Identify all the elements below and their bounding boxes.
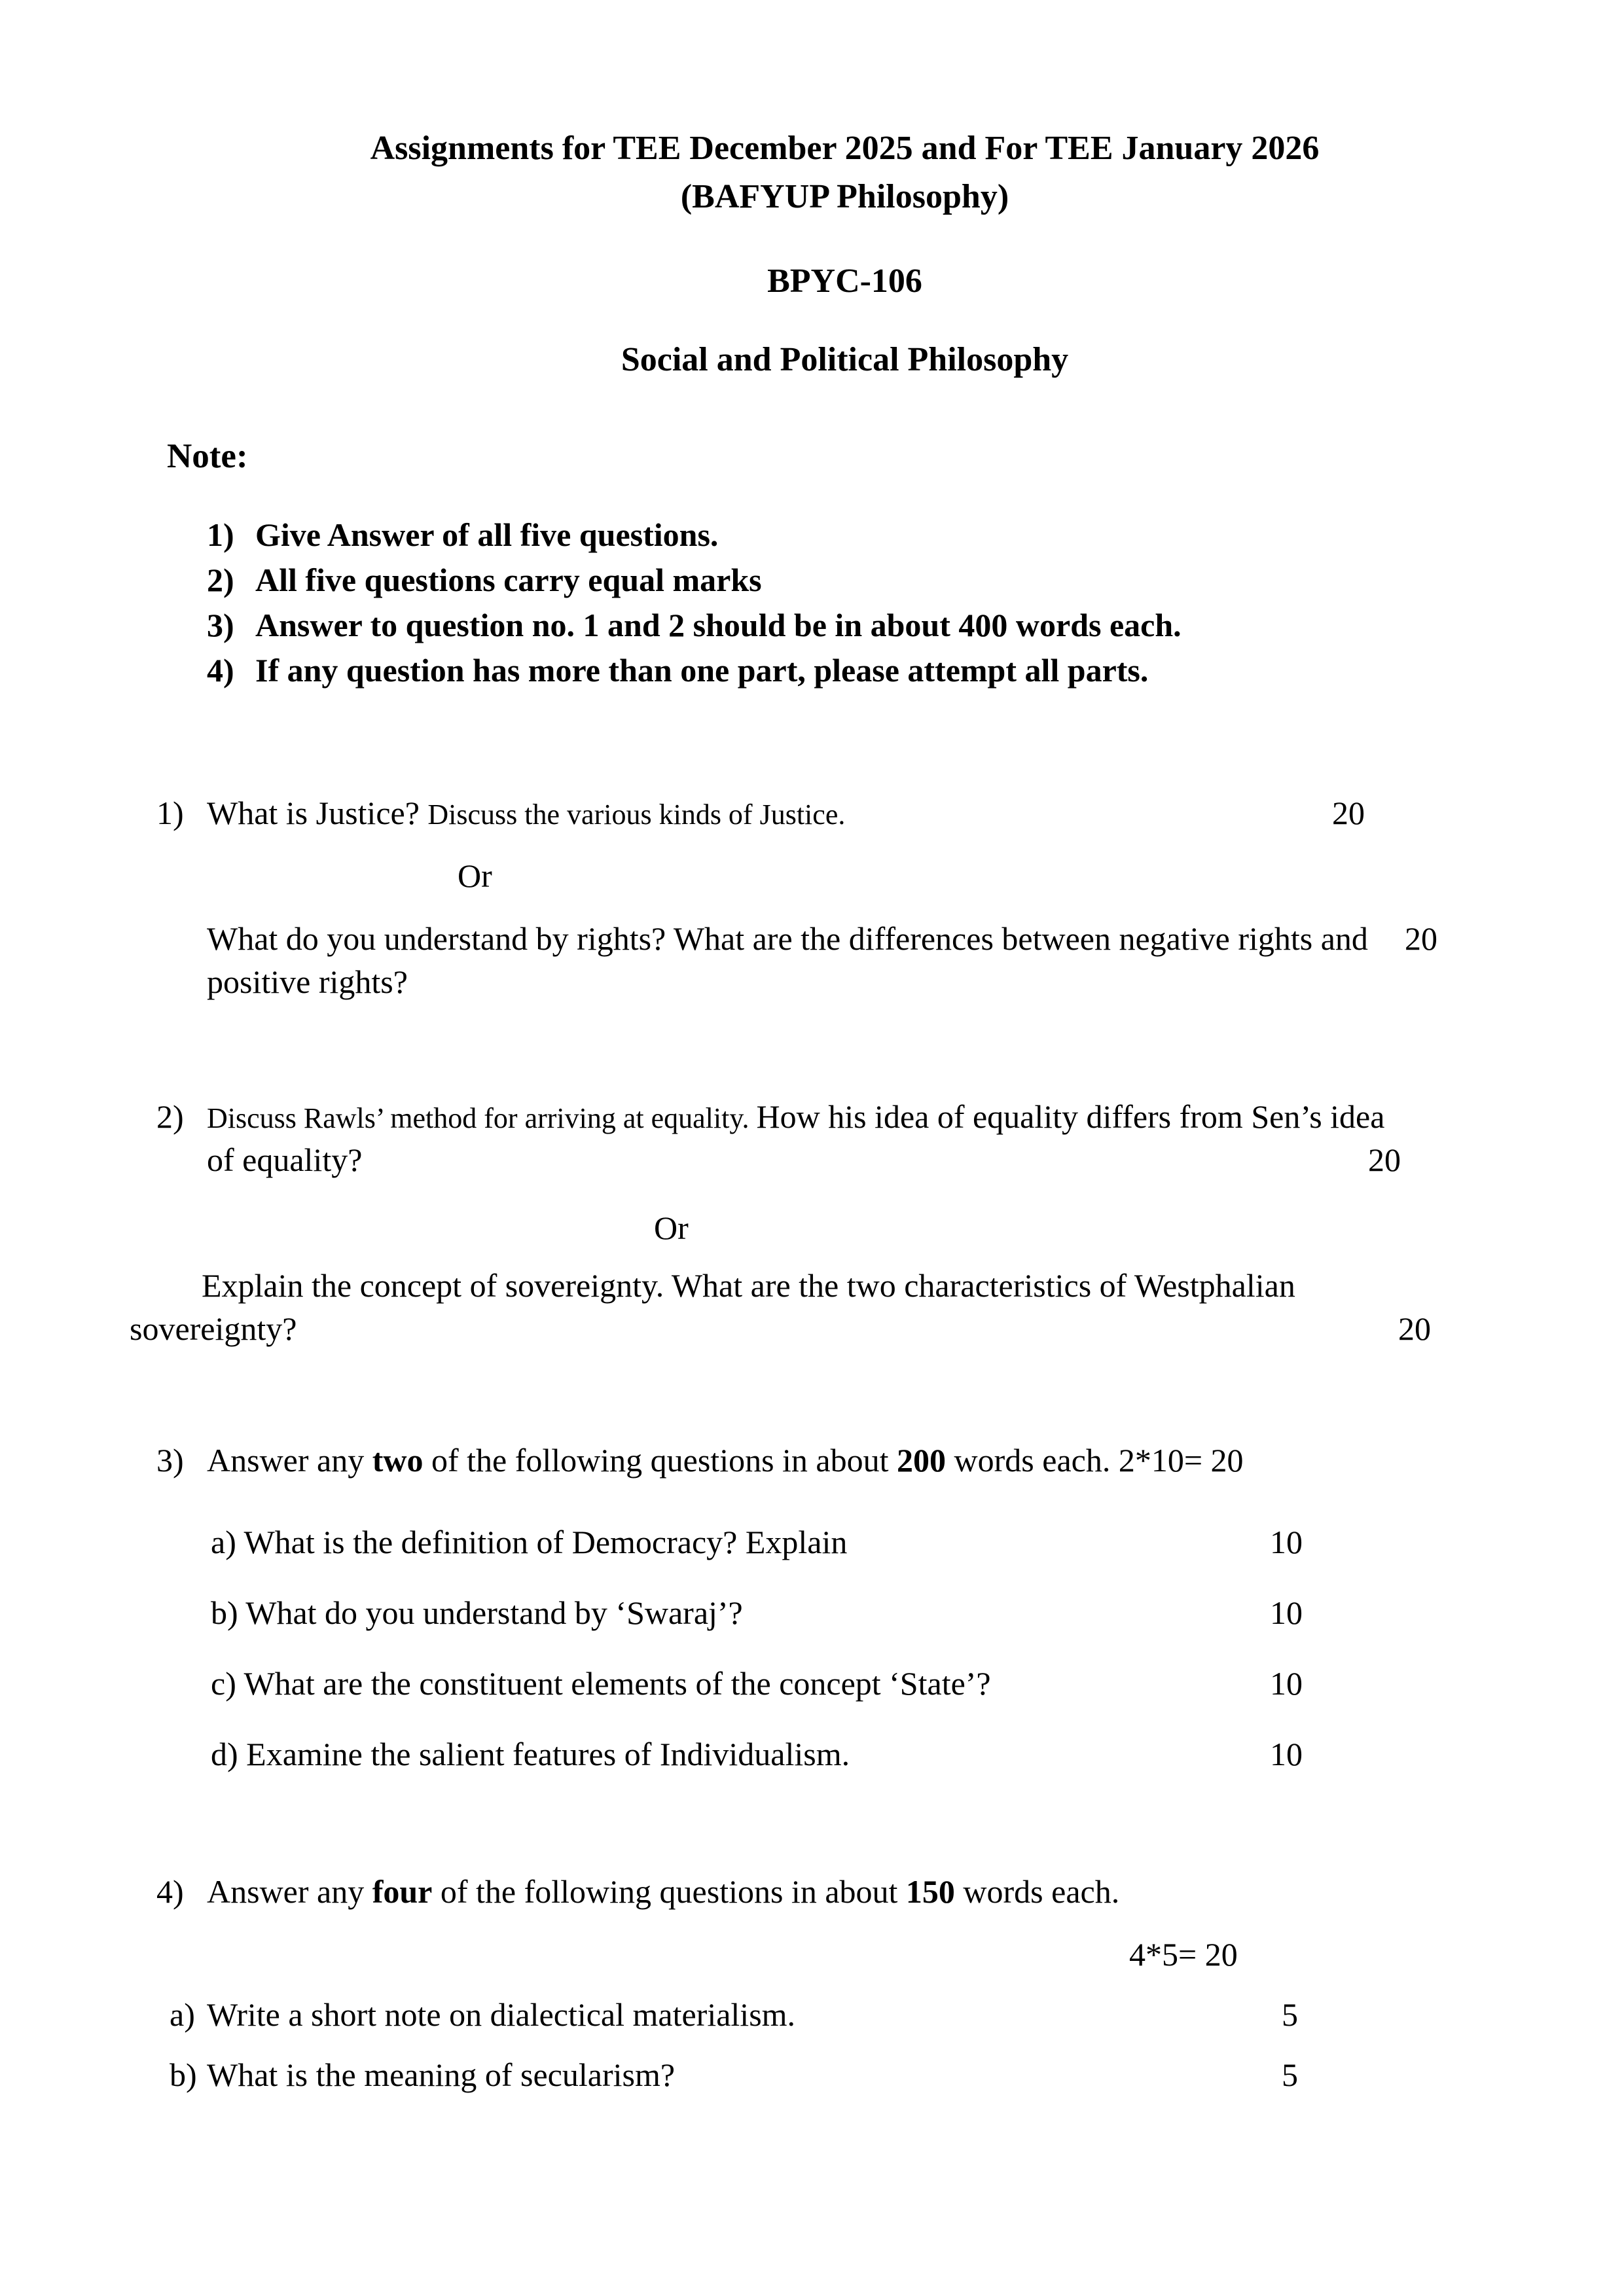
text-segment: of the following questions in about: [432, 1873, 906, 1910]
text-segment: Answer any: [207, 1873, 372, 1910]
sub-question-label: c): [211, 1664, 236, 1702]
question-1-main: [0, 791, 1624, 834]
text-segment: two: [372, 1441, 424, 1479]
sub-question-text: Write a short note on dialectical materialism.: [207, 1996, 796, 2033]
marks-value: 20: [1368, 1141, 1401, 1178]
marks-value: 10: [1270, 1664, 1303, 1702]
sub-question-text: What is the definition of Democracy? Explain: [236, 1523, 848, 1560]
text-segment: What is Justice?: [207, 794, 428, 831]
sub-question-text: Examine the salient features of Individualism.: [238, 1735, 850, 1772]
marks-value: 10: [1270, 1735, 1303, 1772]
sub-question-text: What do you understand by ‘Swaraj’?: [238, 1594, 743, 1631]
text-segment: words each.: [954, 1873, 1120, 1910]
course-code: BPYC-106: [767, 262, 922, 300]
text-segment: of the following questions in about: [423, 1441, 897, 1479]
text-segment: four: [372, 1873, 433, 1910]
sub-question-label: d): [211, 1735, 238, 1772]
sub-question-label: b): [211, 1594, 238, 1631]
sub-question-label: b): [170, 2056, 197, 2093]
marks-value: 5: [1282, 1996, 1298, 2033]
marks-value: 20: [1405, 920, 1437, 957]
document-header: [65, 0, 1624, 221]
or-separator: Or: [654, 1209, 689, 1246]
question-2-main: [0, 1095, 1624, 1181]
question-4: [0, 1870, 1624, 2096]
sub-question-label: a): [170, 1996, 195, 2033]
text-segment: 150: [905, 1873, 955, 1910]
question-4-item-b: [0, 2053, 1624, 2096]
question-3: [0, 1439, 1624, 1775]
question-number: 4): [156, 1873, 184, 1910]
marks-value: 10: [1270, 1523, 1303, 1560]
sub-question-text: What is the meaning of secularism?: [207, 2056, 676, 2093]
note-item: [0, 603, 1624, 648]
text-segment: Discuss Rawls’ method for arriving at equality.: [207, 1102, 757, 1134]
marks-value: 20: [1398, 1310, 1431, 1347]
question-text: Explain the concept of sovereignty. What are the two characteristics of Westphalian sovereignty?: [130, 1266, 1295, 1347]
question-text: [207, 1442, 1244, 1479]
note-item-text: Answer to question no. 1 and 2 should be in about 400 words each.: [255, 606, 1182, 643]
question-1-alternative: [207, 917, 1437, 1003]
question-1: [0, 791, 1624, 1003]
note-item: [0, 512, 1624, 558]
text-segment: 200: [897, 1441, 947, 1479]
question-3-intro: [0, 1439, 1624, 1482]
question-number: 1): [156, 794, 184, 831]
question-3-item-a: [0, 1521, 1624, 1563]
question-2: [0, 1095, 1624, 1350]
question-number: 2): [156, 1098, 184, 1135]
question-3-item-d: [0, 1733, 1624, 1775]
question-4-intro: [0, 1870, 1624, 1913]
or-separator: Or: [458, 857, 492, 894]
question-number: 3): [156, 1441, 184, 1479]
note-item-text: All five questions carry equal marks: [255, 561, 762, 598]
question-text: [207, 795, 845, 831]
note-label: Note:: [167, 437, 248, 475]
question-text: [207, 1098, 1384, 1178]
sub-question-label: a): [211, 1523, 236, 1560]
note-item-number: 1): [207, 516, 234, 553]
text-segment: Answer any: [207, 1441, 372, 1479]
note-list: [0, 512, 1624, 693]
text-segment: How his idea of equality differs from Sen’s idea of equality?: [207, 1098, 1385, 1178]
note-item-text: Give Answer of all five questions.: [255, 516, 719, 553]
note-item-number: 2): [207, 561, 234, 598]
question-3-item-b: [0, 1592, 1624, 1634]
page-title-line2: (BAFYUP Philosophy): [680, 177, 1009, 215]
text-segment: Discuss the various kinds of Justice.: [427, 798, 846, 831]
note-item: [0, 558, 1624, 603]
question-text: What do you understand by rights? What are the differences between negative rights and positive rights?: [207, 920, 1368, 1000]
question-text: [207, 1873, 1119, 1910]
sub-question-text: What are the constituent elements of the concept ‘State’?: [236, 1664, 991, 1702]
question-4-item-a: [0, 1993, 1624, 2036]
note-item-number: 4): [207, 651, 234, 689]
question-3-item-c: [0, 1662, 1624, 1704]
page-title-line1: Assignments for TEE December 2025 and For TEE January 2026: [370, 130, 1320, 167]
note-item: [0, 648, 1624, 693]
marks-value: 20: [1332, 794, 1365, 831]
marks-value: 10: [1270, 1594, 1303, 1631]
note-item-text: If any question has more than one part, please attempt all parts.: [255, 651, 1149, 689]
question-4-marks-line: 4*5= 20: [1129, 1935, 1238, 1973]
course-title: Social and Political Philosophy: [621, 341, 1069, 379]
text-segment: words each. 2*10= 20: [946, 1441, 1244, 1479]
marks-value: 5: [1282, 2056, 1298, 2093]
question-2-alternative: [130, 1264, 1431, 1350]
note-item-number: 3): [207, 606, 234, 643]
